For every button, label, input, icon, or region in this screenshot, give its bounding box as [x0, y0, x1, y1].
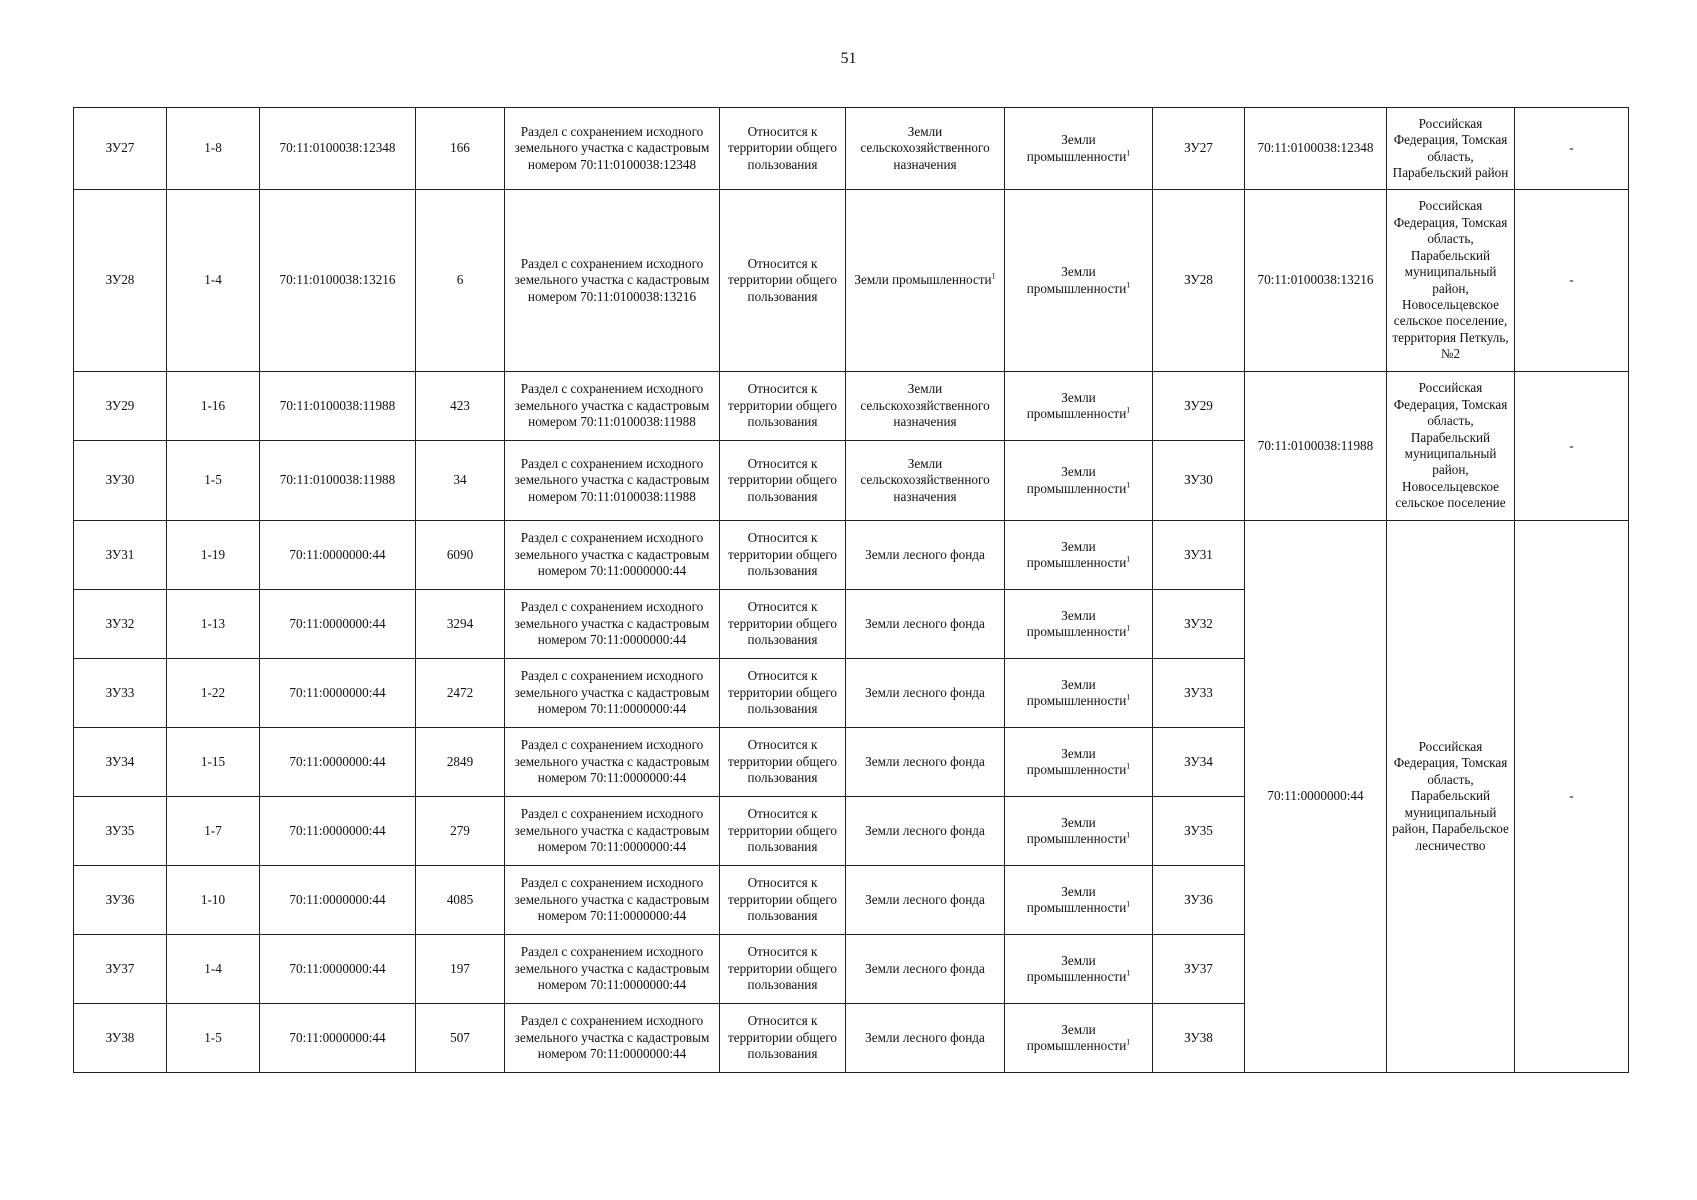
cadastral-number-cell: 70:11:0100038:12348 — [260, 108, 416, 190]
footnote-mark: 1 — [1126, 480, 1131, 490]
formation-method-cell: Раздел с сохранением исходного земельного участка с кадастровым номером 70:11:0000000:44 — [505, 1004, 720, 1073]
category-to-text: Земли промышленности — [1026, 264, 1127, 296]
plot-id-repeat-cell: ЗУ34 — [1153, 728, 1245, 797]
public-territory-cell: Относится к территории общего пользования — [720, 372, 846, 441]
footnote-mark: 1 — [1126, 692, 1131, 702]
address-cell: Российская Федерация, Томская область, Парабельский муниципальный район, Парабельское лесничество — [1387, 521, 1515, 1073]
points-cell: 1-10 — [167, 866, 260, 935]
area-cell: 2849 — [416, 728, 505, 797]
page-number: 51 — [840, 50, 857, 67]
public-territory-cell: Относится к территории общего пользования — [720, 108, 846, 190]
cadastral-number-cell: 70:11:0000000:44 — [260, 935, 416, 1004]
area-cell: 166 — [416, 108, 505, 190]
cadastral-number-cell: 70:11:0000000:44 — [260, 866, 416, 935]
formation-method-cell: Раздел с сохранением исходного земельного участка с кадастровым номером 70:11:0000000:44 — [505, 866, 720, 935]
plot-id-repeat-cell: ЗУ33 — [1153, 659, 1245, 728]
plot-id-cell: ЗУ28 — [74, 190, 167, 372]
category-from-cell: Земли лесного фонда — [846, 1004, 1005, 1073]
formation-method-cell: Раздел с сохранением исходного земельного участка с кадастровым номером 70:11:0000000:44 — [505, 728, 720, 797]
public-territory-cell: Относится к территории общего пользования — [720, 441, 846, 521]
category-to-cell — [1005, 590, 1153, 659]
plot-id-repeat-cell: ЗУ30 — [1153, 441, 1245, 521]
category-from-cell: Земли лесного фонда — [846, 521, 1005, 590]
points-cell: 1-22 — [167, 659, 260, 728]
formation-method-cell: Раздел с сохранением исходного земельного участка с кадастровым номером 70:11:0100038:11988 — [505, 372, 720, 441]
area-cell: 3294 — [416, 590, 505, 659]
category-to-text: Земли промышленности — [1026, 132, 1127, 164]
note-cell: - — [1515, 108, 1629, 190]
formation-method-cell: Раздел с сохранением исходного земельного участка с кадастровым номером 70:11:0000000:44 — [505, 590, 720, 659]
address-cell: Российская Федерация, Томская область, Парабельский район — [1387, 108, 1515, 190]
footnote-mark: 1 — [1126, 623, 1131, 633]
category-from-cell: Земли лесного фонда — [846, 728, 1005, 797]
plot-id-cell: ЗУ38 — [74, 1004, 167, 1073]
plot-id-repeat-cell: ЗУ36 — [1153, 866, 1245, 935]
plot-id-repeat-cell: ЗУ35 — [1153, 797, 1245, 866]
table-row — [74, 372, 1629, 441]
plot-id-cell: ЗУ29 — [74, 372, 167, 441]
category-from-cell: Земли сельскохозяйственного назначения — [846, 108, 1005, 190]
formation-method-cell: Раздел с сохранением исходного земельного участка с кадастровым номером 70:11:0100038:12348 — [505, 108, 720, 190]
category-to-cell — [1005, 1004, 1153, 1073]
formation-method-cell: Раздел с сохранением исходного земельного участка с кадастровым номером 70:11:0100038:13216 — [505, 190, 720, 372]
cadastral-number-cell: 70:11:0000000:44 — [260, 1004, 416, 1073]
plot-id-repeat-cell: ЗУ31 — [1153, 521, 1245, 590]
category-to-text: Земли промышленности — [1026, 389, 1127, 421]
footnote-mark: 1 — [1126, 1037, 1131, 1047]
category-from-cell: Земли сельскохозяйственного назначения — [846, 441, 1005, 521]
category-to-cell — [1005, 108, 1153, 190]
category-to-text: Земли промышленности — [1026, 745, 1127, 777]
plot-id-cell: ЗУ27 — [74, 108, 167, 190]
points-cell: 1-4 — [167, 935, 260, 1004]
category-from-cell: Земли сельскохозяйственного назначения — [846, 372, 1005, 441]
formation-method-cell: Раздел с сохранением исходного земельного участка с кадастровым номером 70:11:0000000:44 — [505, 659, 720, 728]
category-to-cell — [1005, 521, 1153, 590]
cadastral-number-cell: 70:11:0000000:44 — [260, 521, 416, 590]
points-cell: 1-4 — [167, 190, 260, 372]
address-cell: Российская Федерация, Томская область, Парабельский муниципальный район, Новосельцевское сельское поселение, территория Петкуль, №2 — [1387, 190, 1515, 372]
footnote-mark: 1 — [1126, 761, 1131, 771]
plot-id-cell: ЗУ34 — [74, 728, 167, 797]
area-cell: 507 — [416, 1004, 505, 1073]
address-cell: Российская Федерация, Томская область, Парабельский муниципальный район, Новосельцевское сельское поселение — [1387, 372, 1515, 521]
cadastral-number-cell: 70:11:0000000:44 — [260, 659, 416, 728]
points-cell: 1-15 — [167, 728, 260, 797]
category-from-cell: Земли лесного фонда — [846, 935, 1005, 1004]
public-territory-cell: Относится к территории общего пользования — [720, 935, 846, 1004]
footnote-mark: 1 — [1126, 148, 1131, 158]
plot-id-repeat-cell: ЗУ37 — [1153, 935, 1245, 1004]
plot-id-cell: ЗУ32 — [74, 590, 167, 659]
source-cadastral-cell: 70:11:0000000:44 — [1245, 521, 1387, 1073]
footnote-mark: 1 — [1126, 968, 1131, 978]
category-to-cell — [1005, 935, 1153, 1004]
category-to-text: Земли промышленности — [1026, 952, 1127, 984]
category-from-cell: Земли лесного фонда — [846, 866, 1005, 935]
formation-method-cell: Раздел с сохранением исходного земельного участка с кадастровым номером 70:11:0000000:44 — [505, 935, 720, 1004]
plot-id-cell: ЗУ36 — [74, 866, 167, 935]
public-territory-cell: Относится к территории общего пользования — [720, 797, 846, 866]
points-cell: 1-7 — [167, 797, 260, 866]
footnote-mark: 1 — [1126, 899, 1131, 909]
footnote-mark: 1 — [1126, 830, 1131, 840]
area-cell: 423 — [416, 372, 505, 441]
public-territory-cell: Относится к территории общего пользования — [720, 728, 846, 797]
area-cell: 6090 — [416, 521, 505, 590]
plot-id-repeat-cell: ЗУ32 — [1153, 590, 1245, 659]
points-cell: 1-8 — [167, 108, 260, 190]
note-cell: - — [1515, 521, 1629, 1073]
plot-id-repeat-cell: ЗУ38 — [1153, 1004, 1245, 1073]
category-to-text: Земли промышленности — [1026, 883, 1127, 915]
area-cell: 4085 — [416, 866, 505, 935]
category-to-text: Земли промышленности — [1026, 814, 1127, 846]
category-to-cell — [1005, 866, 1153, 935]
category-from-cell: Земли лесного фонда — [846, 590, 1005, 659]
points-cell: 1-16 — [167, 372, 260, 441]
cadastral-number-cell: 70:11:0100038:11988 — [260, 441, 416, 521]
area-cell: 2472 — [416, 659, 505, 728]
category-to-cell — [1005, 659, 1153, 728]
cadastral-number-cell: 70:11:0100038:11988 — [260, 372, 416, 441]
cadastral-number-cell: 70:11:0100038:13216 — [260, 190, 416, 372]
area-cell: 197 — [416, 935, 505, 1004]
plot-id-cell: ЗУ35 — [74, 797, 167, 866]
table-row — [74, 521, 1629, 590]
points-cell: 1-19 — [167, 521, 260, 590]
table-row — [74, 108, 1629, 190]
formation-method-cell: Раздел с сохранением исходного земельного участка с кадастровым номером 70:11:0100038:11988 — [505, 441, 720, 521]
footnote-mark: 1 — [1126, 554, 1131, 564]
area-cell: 6 — [416, 190, 505, 372]
plot-id-cell: ЗУ33 — [74, 659, 167, 728]
category-to-cell — [1005, 441, 1153, 521]
cadastral-number-cell: 70:11:0000000:44 — [260, 728, 416, 797]
source-cadastral-cell: 70:11:0100038:11988 — [1245, 372, 1387, 521]
category-to-text: Земли промышленности — [1026, 607, 1127, 639]
category-to-text: Земли промышленности — [1026, 538, 1127, 570]
source-cadastral-cell: 70:11:0100038:13216 — [1245, 190, 1387, 372]
points-cell: 1-5 — [167, 1004, 260, 1073]
cadastral-number-cell: 70:11:0000000:44 — [260, 590, 416, 659]
plot-id-cell: ЗУ30 — [74, 441, 167, 521]
public-territory-cell: Относится к территории общего пользования — [720, 659, 846, 728]
footnote-mark: 1 — [991, 271, 996, 281]
category-from-text: Земли промышленности — [854, 272, 992, 288]
category-from-cell: Земли лесного фонда — [846, 659, 1005, 728]
plot-id-cell: ЗУ31 — [74, 521, 167, 590]
plot-id-repeat-cell: ЗУ29 — [1153, 372, 1245, 441]
category-to-cell — [1005, 797, 1153, 866]
formation-method-cell: Раздел с сохранением исходного земельного участка с кадастровым номером 70:11:0000000:44 — [505, 521, 720, 590]
category-to-text: Земли промышленности — [1026, 1021, 1127, 1053]
table-row — [74, 190, 1629, 372]
points-cell: 1-5 — [167, 441, 260, 521]
area-cell: 34 — [416, 441, 505, 521]
note-cell: - — [1515, 190, 1629, 372]
plot-id-repeat-cell: ЗУ27 — [1153, 108, 1245, 190]
plot-id-cell: ЗУ37 — [74, 935, 167, 1004]
area-cell: 279 — [416, 797, 505, 866]
plot-id-repeat-cell: ЗУ28 — [1153, 190, 1245, 372]
category-from-cell — [846, 190, 1005, 372]
public-territory-cell: Относится к территории общего пользования — [720, 590, 846, 659]
category-to-cell — [1005, 728, 1153, 797]
cadastral-number-cell: 70:11:0000000:44 — [260, 797, 416, 866]
note-cell: - — [1515, 372, 1629, 521]
public-territory-cell: Относится к территории общего пользования — [720, 190, 846, 372]
category-to-text: Земли промышленности — [1026, 464, 1127, 496]
public-territory-cell: Относится к территории общего пользования — [720, 1004, 846, 1073]
category-to-cell — [1005, 190, 1153, 372]
public-territory-cell: Относится к территории общего пользования — [720, 866, 846, 935]
formation-method-cell: Раздел с сохранением исходного земельного участка с кадастровым номером 70:11:0000000:44 — [505, 797, 720, 866]
footnote-mark: 1 — [1126, 405, 1131, 415]
land-plots-table — [73, 107, 1629, 1073]
footnote-mark: 1 — [1126, 280, 1131, 290]
category-to-cell — [1005, 372, 1153, 441]
category-from-cell: Земли лесного фонда — [846, 797, 1005, 866]
points-cell: 1-13 — [167, 590, 260, 659]
public-territory-cell: Относится к территории общего пользования — [720, 521, 846, 590]
category-to-text: Земли промышленности — [1026, 676, 1127, 708]
source-cadastral-cell: 70:11:0100038:12348 — [1245, 108, 1387, 190]
